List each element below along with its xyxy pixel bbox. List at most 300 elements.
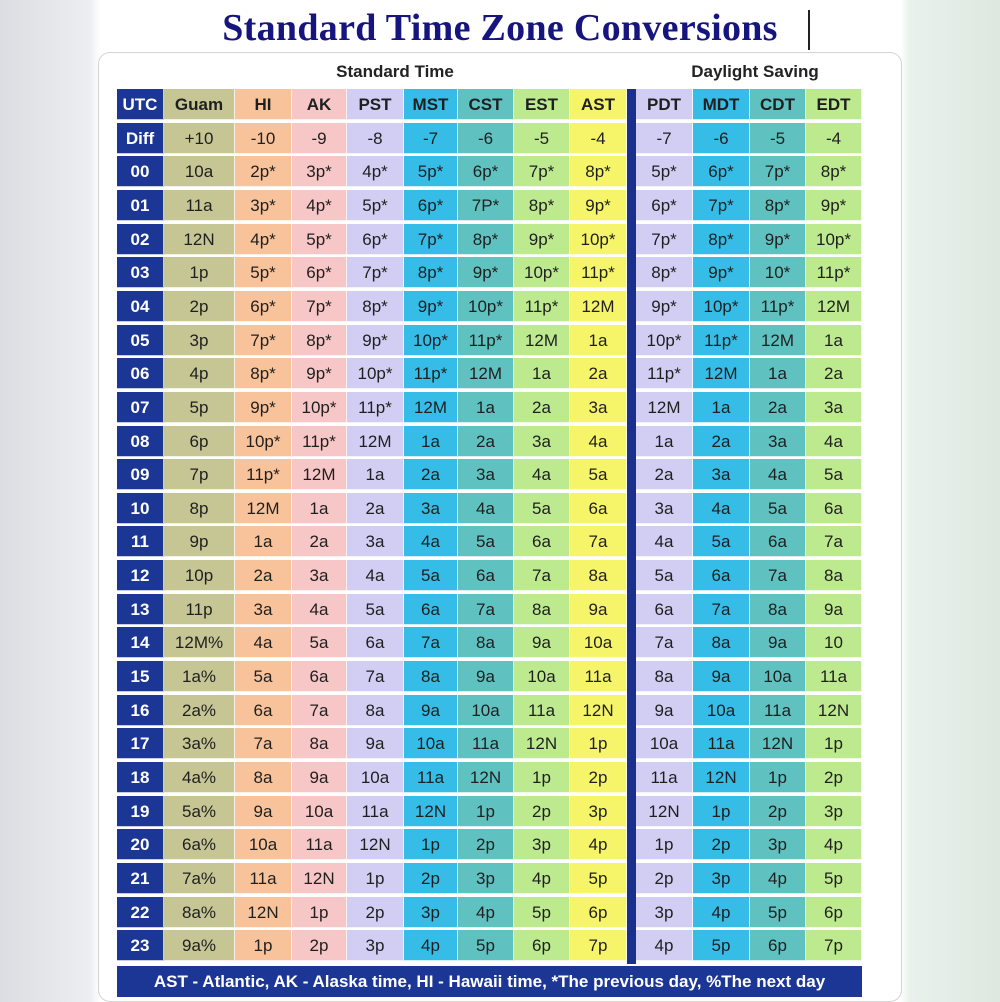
daylight-saving-heading: Daylight Saving	[691, 62, 819, 81]
time-cell-pst: 9a	[347, 728, 404, 759]
column-header-utc: UTC	[117, 89, 164, 120]
column-header-pdt: PDT	[636, 89, 693, 120]
time-cell-mst: 1a	[404, 426, 458, 457]
time-cell-mdt: 3p	[693, 863, 750, 894]
time-cell-edt: 4p	[806, 829, 862, 860]
utc-hour-cell: 02	[117, 224, 164, 255]
utc-hour-cell: 07	[117, 392, 164, 423]
time-cell-mdt: 7p*	[693, 190, 750, 221]
time-cell-hi: 4a	[235, 627, 292, 658]
time-cell-guam: 8p	[164, 493, 235, 524]
time-cell-ak: 8a	[292, 728, 347, 759]
time-cell-mst: 6p*	[404, 190, 458, 221]
time-cell-pst: 6p*	[347, 224, 404, 255]
column-header-hi: HI	[235, 89, 292, 120]
time-cell-cst: 2a	[458, 426, 514, 457]
time-cell-pst: 1a	[347, 459, 404, 490]
time-cell-hi: 1p	[235, 930, 292, 961]
time-cell-ast: 4a	[570, 426, 627, 457]
time-cell-ak: 11a	[292, 829, 347, 860]
time-cell-edt: 11p*	[806, 257, 862, 288]
time-cell-mst: 2p	[404, 863, 458, 894]
time-cell-ast: 5a	[570, 459, 627, 490]
time-cell-hi: 10a	[235, 829, 292, 860]
time-cell-ak: 11p*	[292, 426, 347, 457]
utc-hour-cell: 17	[117, 728, 164, 759]
column-header-cdt: CDT	[750, 89, 806, 120]
time-cell-ast: 12M	[570, 291, 627, 322]
time-cell-ak: 4p*	[292, 190, 347, 221]
time-cell-pdt: 6a	[636, 594, 693, 625]
time-cell-hi: 9a	[235, 796, 292, 827]
time-cell-hi: 11a	[235, 863, 292, 894]
time-cell-edt: 5a	[806, 459, 862, 490]
time-cell-guam: 9p	[164, 526, 235, 557]
time-cell-hi: 5a	[235, 661, 292, 692]
time-cell-pdt: 4a	[636, 526, 693, 557]
time-cell-edt: 3p	[806, 796, 862, 827]
offset-cell-cst: -6	[458, 123, 514, 154]
time-cell-edt: 2p	[806, 762, 862, 793]
time-cell-hi: 2p*	[235, 156, 292, 187]
time-cell-cdt: 2p	[750, 796, 806, 827]
time-cell-hi: 7a	[235, 728, 292, 759]
time-cell-edt: 10p*	[806, 224, 862, 255]
time-cell-hi: 3a	[235, 594, 292, 625]
time-cell-guam: 5a%	[164, 796, 235, 827]
offset-cell-est: -5	[514, 123, 570, 154]
time-cell-pdt: 3a	[636, 493, 693, 524]
time-cell-cdt: 3p	[750, 829, 806, 860]
time-cell-hi: 10p*	[235, 426, 292, 457]
time-cell-ast: 6p	[570, 897, 627, 928]
time-cell-pst: 4p*	[347, 156, 404, 187]
time-cell-ast: 10a	[570, 627, 627, 658]
time-cell-edt: 6p	[806, 897, 862, 928]
time-cell-guam: 6p	[164, 426, 235, 457]
time-cell-pdt: 9a	[636, 695, 693, 726]
time-cell-edt: 1a	[806, 325, 862, 356]
time-zone-table	[117, 89, 862, 997]
time-cell-hi: 8p*	[235, 358, 292, 389]
time-cell-guam: 1p	[164, 257, 235, 288]
time-cell-ak: 5p*	[292, 224, 347, 255]
time-cell-mst: 1p	[404, 829, 458, 860]
time-cell-pdt: 2a	[636, 459, 693, 490]
time-cell-cst: 12M	[458, 358, 514, 389]
time-cell-ast: 8p*	[570, 156, 627, 187]
time-cell-pst: 8a	[347, 695, 404, 726]
time-cell-pst: 3p	[347, 930, 404, 961]
time-cell-cst: 3a	[458, 459, 514, 490]
utc-hour-cell: 11	[117, 526, 164, 557]
utc-hour-cell: 19	[117, 796, 164, 827]
time-cell-ast: 2p	[570, 762, 627, 793]
time-cell-cst: 5p	[458, 930, 514, 961]
time-cell-edt: 1p	[806, 728, 862, 759]
time-cell-pdt: 6p*	[636, 190, 693, 221]
time-cell-cdt: 11a	[750, 695, 806, 726]
time-cell-cst: 9p*	[458, 257, 514, 288]
time-cell-mst: 11p*	[404, 358, 458, 389]
time-cell-ak: 6p*	[292, 257, 347, 288]
time-cell-mst: 10a	[404, 728, 458, 759]
time-cell-cdt: 1a	[750, 358, 806, 389]
time-cell-ak: 10p*	[292, 392, 347, 423]
time-cell-guam: 4p	[164, 358, 235, 389]
time-cell-ak: 6a	[292, 661, 347, 692]
time-cell-pdt: 3p	[636, 897, 693, 928]
time-cell-edt: 3a	[806, 392, 862, 423]
time-cell-est: 7a	[514, 560, 570, 591]
time-cell-ak: 12N	[292, 863, 347, 894]
time-cell-ak: 9a	[292, 762, 347, 793]
time-cell-pst: 8p*	[347, 291, 404, 322]
time-cell-ak: 7a	[292, 695, 347, 726]
time-cell-est: 2a	[514, 392, 570, 423]
time-cell-ast: 12N	[570, 695, 627, 726]
time-cell-mst: 2a	[404, 459, 458, 490]
time-cell-edt: 9a	[806, 594, 862, 625]
time-cell-ak: 3p*	[292, 156, 347, 187]
time-cell-cst: 8p*	[458, 224, 514, 255]
time-cell-mdt: 7a	[693, 594, 750, 625]
time-cell-guam: 11a	[164, 190, 235, 221]
time-cell-pst: 10a	[347, 762, 404, 793]
time-cell-est: 6p	[514, 930, 570, 961]
time-cell-est: 8a	[514, 594, 570, 625]
time-cell-mdt: 2p	[693, 829, 750, 860]
time-cell-edt: 6a	[806, 493, 862, 524]
time-cell-mdt: 2a	[693, 426, 750, 457]
utc-hour-cell: 16	[117, 695, 164, 726]
time-cell-cst: 7P*	[458, 190, 514, 221]
column-header-ast: AST	[570, 89, 627, 120]
utc-hour-cell: 03	[117, 257, 164, 288]
time-cell-pst: 12N	[347, 829, 404, 860]
time-cell-est: 9p*	[514, 224, 570, 255]
offset-cell-cdt: -5	[750, 123, 806, 154]
utc-hour-cell: 08	[117, 426, 164, 457]
time-cell-est: 5p	[514, 897, 570, 928]
time-cell-edt: 12M	[806, 291, 862, 322]
time-cell-guam: 3a%	[164, 728, 235, 759]
time-cell-cst: 4p	[458, 897, 514, 928]
time-cell-hi: 8a	[235, 762, 292, 793]
time-cell-guam: 4a%	[164, 762, 235, 793]
time-cell-cdt: 11p*	[750, 291, 806, 322]
time-cell-pdt: 5p*	[636, 156, 693, 187]
time-cell-guam: 10a	[164, 156, 235, 187]
time-cell-mst: 11a	[404, 762, 458, 793]
time-cell-cdt: 3a	[750, 426, 806, 457]
time-cell-pst: 7p*	[347, 257, 404, 288]
time-cell-est: 3p	[514, 829, 570, 860]
time-cell-pdt: 7p*	[636, 224, 693, 255]
time-cell-mst: 3p	[404, 897, 458, 928]
time-cell-ast: 9p*	[570, 190, 627, 221]
time-cell-pst: 11a	[347, 796, 404, 827]
utc-hour-cell: 06	[117, 358, 164, 389]
time-cell-guam: 12N	[164, 224, 235, 255]
time-cell-pst: 12M	[347, 426, 404, 457]
time-cell-cst: 3p	[458, 863, 514, 894]
time-cell-ast: 11a	[570, 661, 627, 692]
offset-cell-hi: -10	[235, 123, 292, 154]
time-cell-cdt: 9p*	[750, 224, 806, 255]
time-cell-guam: 9a%	[164, 930, 235, 961]
time-cell-mdt: 11p*	[693, 325, 750, 356]
time-cell-mdt: 9p*	[693, 257, 750, 288]
time-cell-edt: 5p	[806, 863, 862, 894]
time-cell-pdt: 11p*	[636, 358, 693, 389]
time-cell-guam: 3p	[164, 325, 235, 356]
time-cell-ast: 2a	[570, 358, 627, 389]
time-cell-hi: 12N	[235, 897, 292, 928]
time-cell-est: 12M	[514, 325, 570, 356]
time-cell-pdt: 12M	[636, 392, 693, 423]
time-cell-mdt: 1a	[693, 392, 750, 423]
time-cell-edt: 8p*	[806, 156, 862, 187]
utc-hour-cell: 21	[117, 863, 164, 894]
time-cell-cdt: 8p*	[750, 190, 806, 221]
time-cell-cst: 1a	[458, 392, 514, 423]
time-cell-ast: 7a	[570, 526, 627, 557]
time-cell-mst: 5p*	[404, 156, 458, 187]
time-cell-mst: 4a	[404, 526, 458, 557]
time-cell-hi: 12M	[235, 493, 292, 524]
utc-hour-cell: 10	[117, 493, 164, 524]
time-cell-ak: 1p	[292, 897, 347, 928]
time-cell-est: 8p*	[514, 190, 570, 221]
time-cell-cdt: 7a	[750, 560, 806, 591]
time-cell-mdt: 5a	[693, 526, 750, 557]
time-cell-edt: 7p	[806, 930, 862, 961]
diff-row-label: Diff	[117, 123, 164, 154]
time-cell-guam: 11p	[164, 594, 235, 625]
utc-hour-cell: 09	[117, 459, 164, 490]
time-cell-cst: 6a	[458, 560, 514, 591]
time-cell-ak: 2p	[292, 930, 347, 961]
time-cell-cdt: 5p	[750, 897, 806, 928]
time-cell-mdt: 8p*	[693, 224, 750, 255]
text-cursor	[808, 10, 810, 50]
time-cell-est: 4p	[514, 863, 570, 894]
time-cell-edt: 8a	[806, 560, 862, 591]
time-cell-est: 12N	[514, 728, 570, 759]
time-cell-mdt: 4p	[693, 897, 750, 928]
time-cell-hi: 1a	[235, 526, 292, 557]
time-cell-cdt: 9a	[750, 627, 806, 658]
time-cell-pdt: 5a	[636, 560, 693, 591]
time-cell-cst: 10p*	[458, 291, 514, 322]
column-header-cst: CST	[458, 89, 514, 120]
time-cell-cst: 10a	[458, 695, 514, 726]
offset-cell-ast: -4	[570, 123, 627, 154]
time-cell-cdt: 7p*	[750, 156, 806, 187]
time-cell-mdt: 3a	[693, 459, 750, 490]
time-cell-est: 1p	[514, 762, 570, 793]
time-cell-est: 4a	[514, 459, 570, 490]
utc-hour-cell: 15	[117, 661, 164, 692]
time-cell-pst: 4a	[347, 560, 404, 591]
time-cell-ast: 1a	[570, 325, 627, 356]
time-cell-cst: 2p	[458, 829, 514, 860]
time-cell-cdt: 6a	[750, 526, 806, 557]
time-cell-pst: 5a	[347, 594, 404, 625]
time-cell-edt: 11a	[806, 661, 862, 692]
offset-cell-guam: +10	[164, 123, 235, 154]
time-cell-cst: 12N	[458, 762, 514, 793]
time-cell-est: 7p*	[514, 156, 570, 187]
time-cell-pdt: 2p	[636, 863, 693, 894]
time-cell-mdt: 10p*	[693, 291, 750, 322]
time-cell-pdt: 8a	[636, 661, 693, 692]
offset-cell-pdt: -7	[636, 123, 693, 154]
time-cell-cdt: 4a	[750, 459, 806, 490]
time-cell-guam: 1a%	[164, 661, 235, 692]
time-cell-mdt: 6a	[693, 560, 750, 591]
time-cell-ak: 4a	[292, 594, 347, 625]
time-cell-cdt: 12M	[750, 325, 806, 356]
time-cell-cdt: 1p	[750, 762, 806, 793]
time-cell-pdt: 1a	[636, 426, 693, 457]
time-cell-mst: 4p	[404, 930, 458, 961]
utc-hour-cell: 14	[117, 627, 164, 658]
time-cell-mst: 8a	[404, 661, 458, 692]
time-cell-cdt: 12N	[750, 728, 806, 759]
time-cell-mst: 8p*	[404, 257, 458, 288]
column-header-pst: PST	[347, 89, 404, 120]
time-cell-hi: 6p*	[235, 291, 292, 322]
time-cell-hi: 4p*	[235, 224, 292, 255]
utc-hour-cell: 05	[117, 325, 164, 356]
utc-hour-cell: 12	[117, 560, 164, 591]
time-cell-pst: 9p*	[347, 325, 404, 356]
time-cell-hi: 7p*	[235, 325, 292, 356]
offset-cell-ak: -9	[292, 123, 347, 154]
time-cell-pdt: 10a	[636, 728, 693, 759]
time-cell-mdt: 12M	[693, 358, 750, 389]
time-cell-ast: 9a	[570, 594, 627, 625]
time-cell-ast: 5p	[570, 863, 627, 894]
time-cell-mdt: 10a	[693, 695, 750, 726]
time-cell-pdt: 9p*	[636, 291, 693, 322]
time-cell-mdt: 4a	[693, 493, 750, 524]
time-cell-ast: 11p*	[570, 257, 627, 288]
time-cell-ast: 3p	[570, 796, 627, 827]
time-cell-edt: 7a	[806, 526, 862, 557]
time-cell-edt: 9p*	[806, 190, 862, 221]
time-cell-pst: 1p	[347, 863, 404, 894]
time-cell-edt: 2a	[806, 358, 862, 389]
time-cell-pdt: 8p*	[636, 257, 693, 288]
time-cell-ast: 1p	[570, 728, 627, 759]
time-cell-ast: 7p	[570, 930, 627, 961]
time-cell-guam: 6a%	[164, 829, 235, 860]
utc-hour-cell: 22	[117, 897, 164, 928]
time-cell-mst: 12N	[404, 796, 458, 827]
time-cell-mst: 12M	[404, 392, 458, 423]
time-cell-pst: 6a	[347, 627, 404, 658]
time-cell-pst: 2a	[347, 493, 404, 524]
time-cell-est: 1a	[514, 358, 570, 389]
time-cell-mdt: 6p*	[693, 156, 750, 187]
time-cell-pdt: 12N	[636, 796, 693, 827]
time-cell-ak: 7p*	[292, 291, 347, 322]
time-cell-ak: 8p*	[292, 325, 347, 356]
time-cell-ak: 9p*	[292, 358, 347, 389]
time-cell-cst: 5a	[458, 526, 514, 557]
time-cell-mst: 7a	[404, 627, 458, 658]
time-cell-pdt: 11a	[636, 762, 693, 793]
time-cell-mst: 3a	[404, 493, 458, 524]
column-divider	[627, 89, 636, 964]
page-title: Standard Time Zone Conversions	[222, 7, 778, 49]
time-cell-ast: 10p*	[570, 224, 627, 255]
time-cell-est: 3a	[514, 426, 570, 457]
time-cell-ak: 3a	[292, 560, 347, 591]
utc-hour-cell: 23	[117, 930, 164, 961]
time-cell-mdt: 8a	[693, 627, 750, 658]
utc-hour-cell: 04	[117, 291, 164, 322]
offset-cell-pst: -8	[347, 123, 404, 154]
time-cell-edt: 4a	[806, 426, 862, 457]
time-cell-pst: 2p	[347, 897, 404, 928]
time-cell-cdt: 8a	[750, 594, 806, 625]
time-cell-pdt: 4p	[636, 930, 693, 961]
time-cell-mst: 10p*	[404, 325, 458, 356]
time-cell-guam: 2p	[164, 291, 235, 322]
time-cell-cst: 9a	[458, 661, 514, 692]
time-cell-mst: 6a	[404, 594, 458, 625]
time-cell-pst: 5p*	[347, 190, 404, 221]
time-cell-ast: 8a	[570, 560, 627, 591]
time-cell-pst: 7a	[347, 661, 404, 692]
time-cell-est: 5a	[514, 493, 570, 524]
utc-hour-cell: 18	[117, 762, 164, 793]
time-cell-cst: 7a	[458, 594, 514, 625]
column-header-mdt: MDT	[693, 89, 750, 120]
time-cell-pst: 11p*	[347, 392, 404, 423]
time-cell-mst: 7p*	[404, 224, 458, 255]
time-cell-ak: 5a	[292, 627, 347, 658]
time-cell-mdt: 5p	[693, 930, 750, 961]
column-header-ak: AK	[292, 89, 347, 120]
column-header-guam: Guam	[164, 89, 235, 120]
time-cell-guam: 8a%	[164, 897, 235, 928]
time-cell-hi: 3p*	[235, 190, 292, 221]
time-cell-edt: 10	[806, 627, 862, 658]
time-cell-est: 2p	[514, 796, 570, 827]
time-cell-est: 9a	[514, 627, 570, 658]
time-cell-cdt: 2a	[750, 392, 806, 423]
time-cell-pst: 10p*	[347, 358, 404, 389]
time-cell-est: 10p*	[514, 257, 570, 288]
time-cell-mdt: 9a	[693, 661, 750, 692]
column-header-edt: EDT	[806, 89, 862, 120]
time-cell-guam: 10p	[164, 560, 235, 591]
time-cell-ak: 2a	[292, 526, 347, 557]
time-cell-ast: 6a	[570, 493, 627, 524]
time-cell-pdt: 7a	[636, 627, 693, 658]
time-cell-cdt: 4p	[750, 863, 806, 894]
time-cell-mst: 5a	[404, 560, 458, 591]
time-cell-pst: 3a	[347, 526, 404, 557]
time-cell-pdt: 10p*	[636, 325, 693, 356]
time-cell-cst: 11a	[458, 728, 514, 759]
time-cell-mst: 9a	[404, 695, 458, 726]
